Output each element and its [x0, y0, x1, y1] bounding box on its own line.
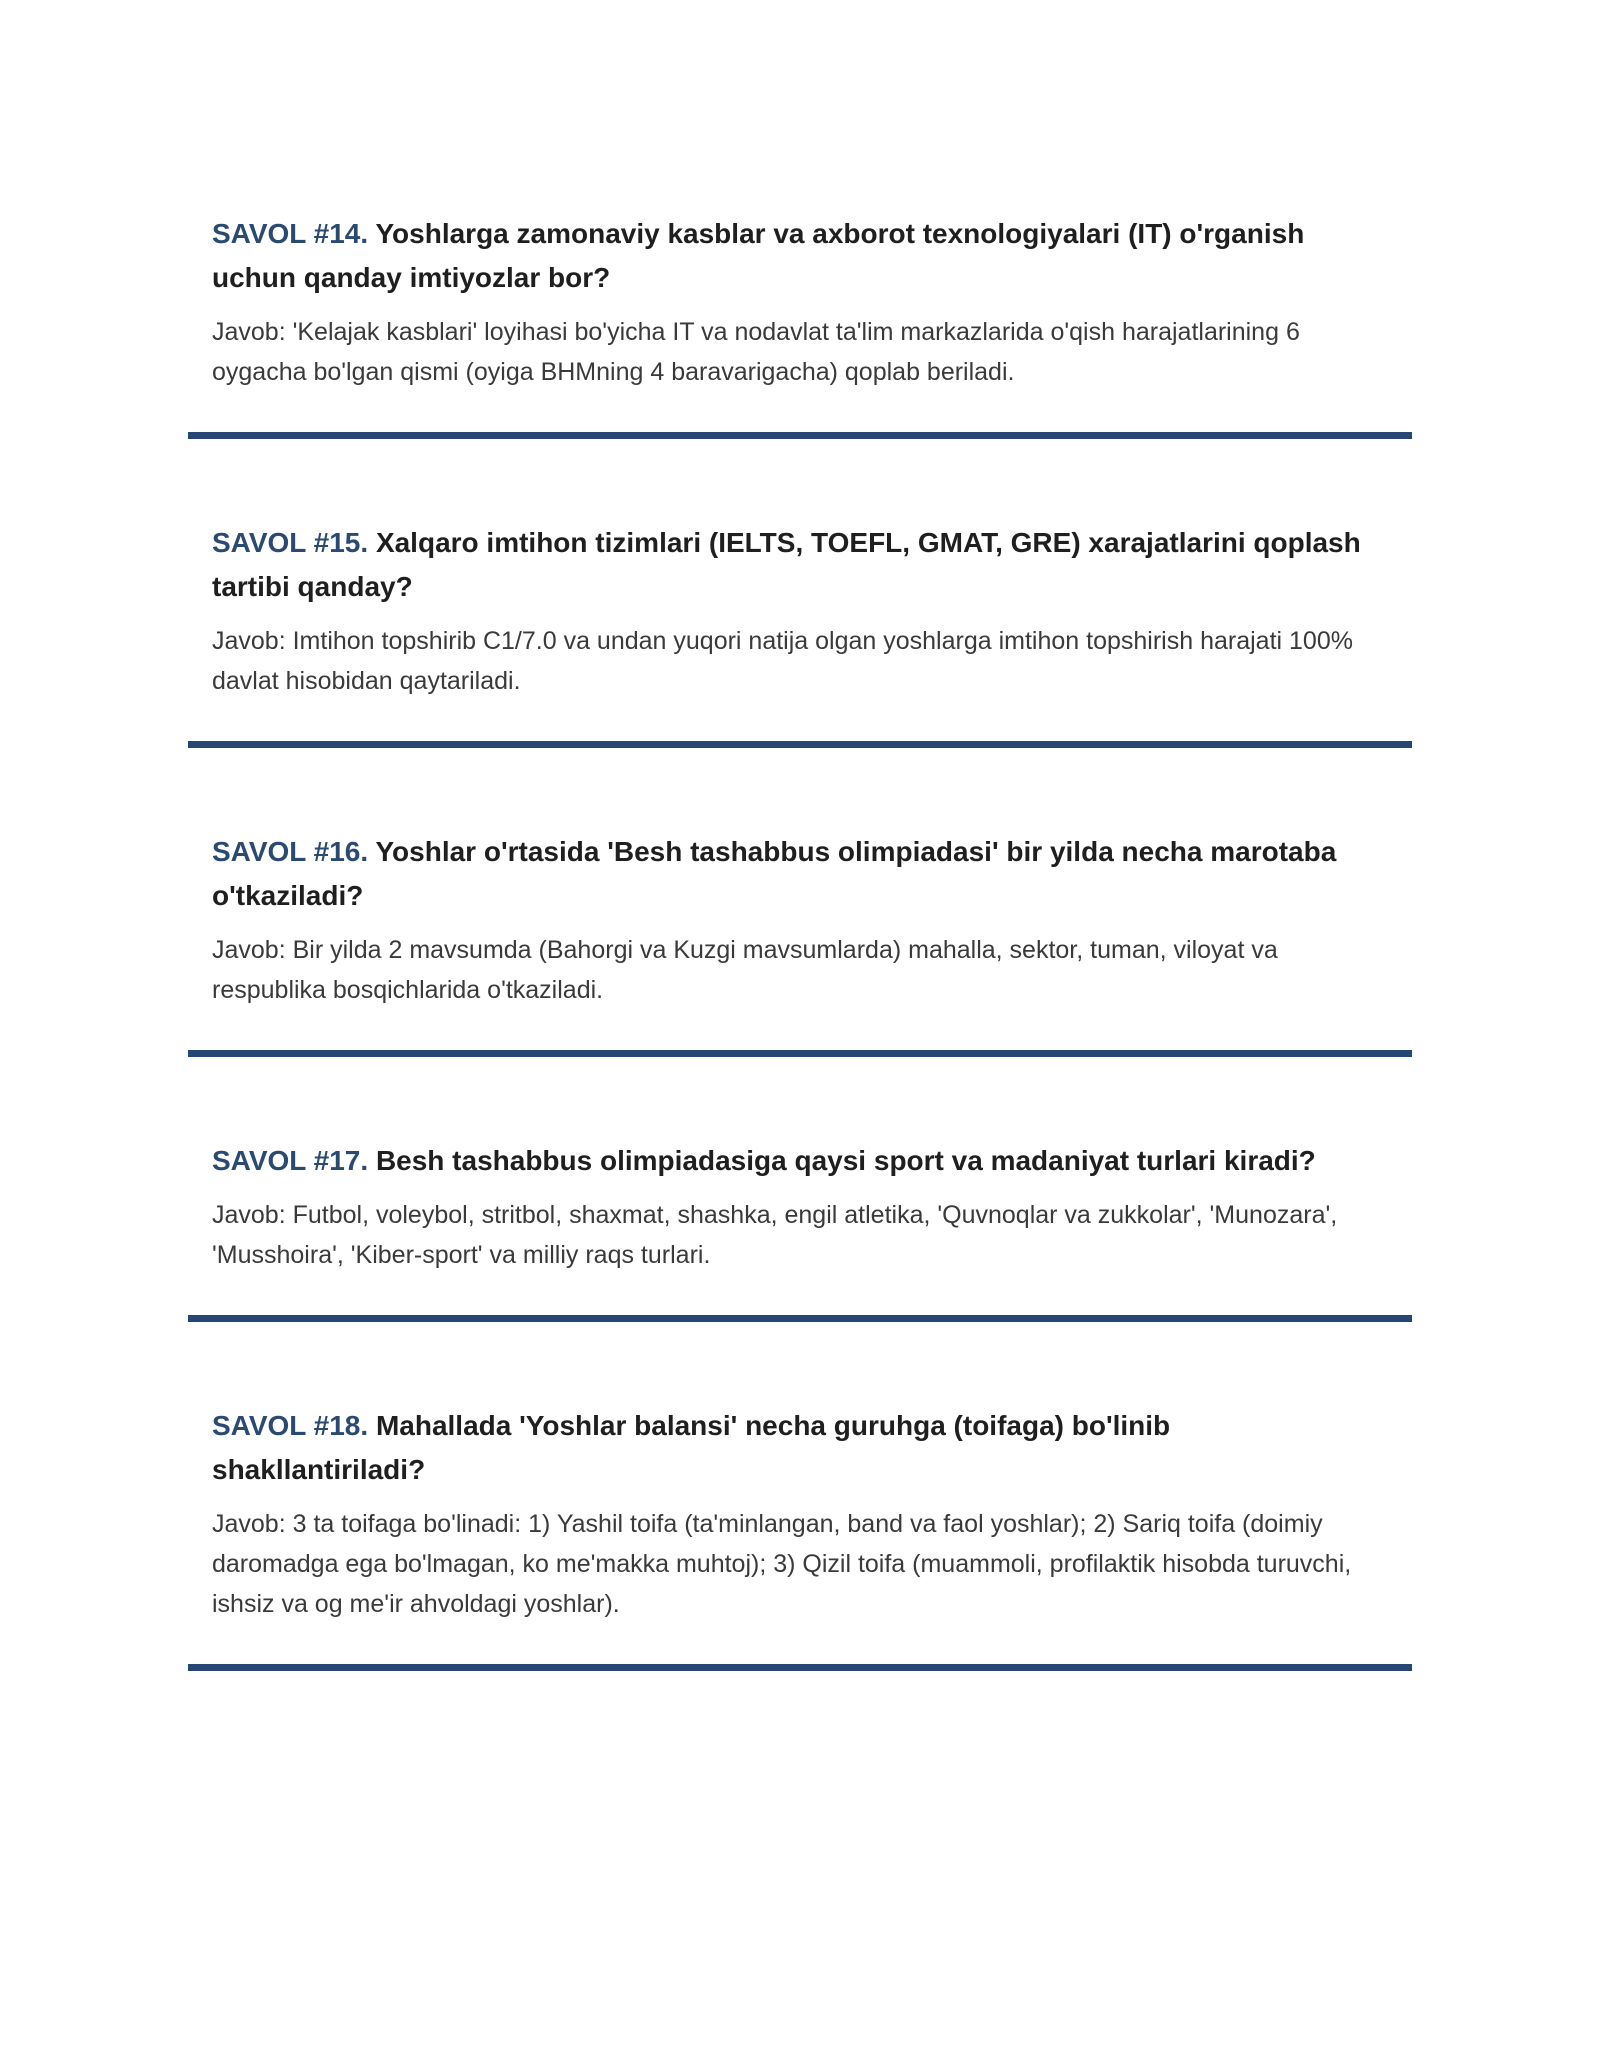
question-heading — [212, 212, 1388, 300]
faq-item-18 — [188, 1404, 1412, 1671]
question-heading — [212, 1139, 1388, 1183]
section-divider — [188, 741, 1412, 748]
faq-item-15 — [188, 521, 1412, 748]
answer-text: Javob: Imtihon topshirib C1/7.0 va undan yuqori natija olgan yoshlarga imtihon topshirish harajati 100% davlat hisobidan qaytariladi. — [212, 627, 1353, 695]
answer-text: Javob: Futbol, voleybol, stritbol, shaxmat, shashka, engil atletika, 'Quvnoqlar va zukkolar', 'Munozara', 'Musshoira', 'Kiber-sport' va milliy raqs turlari. — [212, 1201, 1338, 1269]
question-heading — [212, 830, 1388, 918]
question-number: SAVOL #15. — [212, 527, 369, 558]
question-text: Yoshlarga zamonaviy kasblar va axborot texnologiyalari (IT) o'rganish uchun qanday imtiyozlar bor? — [212, 218, 1305, 293]
section-divider — [188, 1315, 1412, 1322]
question-text: Xalqaro imtihon tizimlari (IELTS, TOEFL, GMAT, GRE) xarajatlarini qoplash tartibi qanday? — [212, 527, 1361, 602]
question-number: SAVOL #17. — [212, 1145, 369, 1176]
question-text: Besh tashabbus olimpiadasiga qaysi sport va madaniyat turlari kiradi? — [375, 1145, 1316, 1176]
question-number: SAVOL #14. — [212, 218, 369, 249]
question-number: SAVOL #18. — [212, 1410, 369, 1441]
faq-item-16 — [188, 830, 1412, 1057]
section-divider — [188, 1664, 1412, 1671]
question-text: Mahallada 'Yoshlar balansi' necha guruhga (toifaga) bo'linib shakllantiriladi? — [212, 1410, 1171, 1485]
question-heading — [212, 521, 1388, 609]
section-divider — [188, 432, 1412, 439]
question-heading — [212, 1404, 1388, 1492]
answer-text: Javob: 'Kelajak kasblari' loyihasi bo'yicha IT va nodavlat ta'lim markazlarida o'qish harajatlarining 6 oygacha bo'lgan qismi (oyiga BHMning 4 baravarigacha) qoplab beriladi. — [212, 318, 1300, 386]
faq-list — [188, 212, 1412, 1753]
answer-text: Javob: Bir yilda 2 mavsumda (Bahorgi va Kuzgi mavsumlarda) mahalla, sektor, tuman, viloyat va respublika bosqichlarida o'tkaziladi. — [212, 936, 1278, 1004]
faq-item-14 — [188, 212, 1412, 439]
faq-item-17 — [188, 1139, 1412, 1322]
question-number: SAVOL #16. — [212, 836, 369, 867]
section-divider — [188, 1050, 1412, 1057]
question-text: Yoshlar o'rtasida 'Besh tashabbus olimpiadasi' bir yilda necha marotaba o'tkaziladi? — [212, 836, 1337, 911]
answer-text: Javob: 3 ta toifaga bo'linadi: 1) Yashil toifa (ta'minlangan, band va faol yoshlar); 2) Sariq toifa (doimiy daromadga ega bo'lmagan, ko me'makka muhtoj); 3) Qizil toifa (muammoli, profilaktik hisobda turuvchi, ishsiz va og me'ir ahvoldagi yoshlar). — [212, 1510, 1352, 1618]
